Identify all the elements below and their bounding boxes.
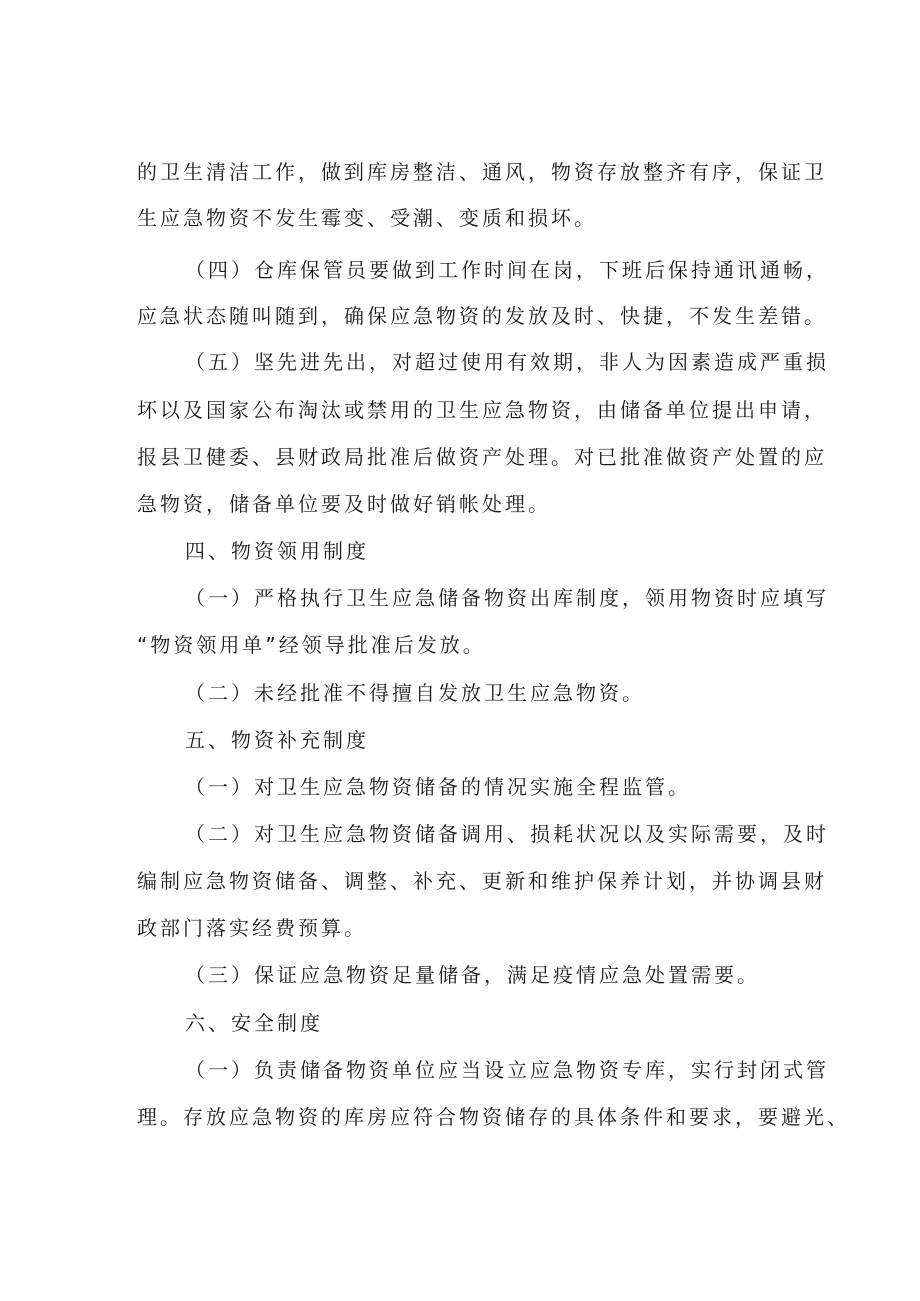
paragraph-line: （四）仓库保管员要做到工作时间在岗，下班后保持通讯通畅， — [185, 258, 829, 282]
paragraph-line: “物资领用单”经领导批准后发放。 — [137, 633, 486, 657]
paragraph-line: 应急状态随叫随到，确保应急物资的发放及时、快捷，不发生差错。 — [137, 304, 827, 328]
section-heading: 四、物资领用制度 — [185, 539, 369, 563]
paragraph-line: （一）严格执行卫生应急储备物资出库制度，领用物资时应填写 — [185, 586, 829, 610]
paragraph-line: 的卫生清洁工作，做到库房整洁、通风，物资存放整齐有序，保证卫 — [137, 160, 827, 184]
paragraph-line: （一）对卫生应急物资储备的情况实施全程监管。 — [185, 775, 691, 799]
paragraph-line: 坏以及国家公布淘汰或禁用的卫生应急物资，由储备单位提出申请， — [137, 398, 827, 422]
section-heading: 五、物资补充制度 — [185, 728, 369, 752]
paragraph-line: 生应急物资不发生霉变、受潮、变质和损坏。 — [137, 206, 597, 230]
paragraph-line: 编制应急物资储备、调整、补充、更新和维护保养计划，并协调县财 — [137, 869, 827, 893]
section-heading: 六、安全制度 — [185, 1011, 323, 1035]
paragraph-line: （五）坚先进先出，对超过使用有效期，非人为因素造成严重损 — [185, 350, 829, 374]
paragraph-line: 理。存放应急物资的库房应符合物资储存的具体条件和要求，要避光、 — [137, 1105, 850, 1129]
paragraph-line: （二）未经批准不得擅自发放卫生应急物资。 — [185, 681, 645, 705]
paragraph-line: （一）负责储备物资单位应当设立应急物资专库，实行封闭式管 — [185, 1058, 829, 1082]
paragraph-line: 政部门落实经费预算。 — [137, 916, 367, 940]
paragraph-line: 急物资，储备单位要及时做好销帐处理。 — [137, 492, 551, 516]
paragraph-line: （二）对卫生应急物资储备调用、损耗状况以及实际需要，及时 — [185, 822, 829, 846]
paragraph-line: 报县卫健委、县财政局批准后做资产处理。对已批准做资产处置的应 — [137, 445, 827, 469]
paragraph-line: （三）保证应急物资足量储备，满足疫情应急处置需要。 — [185, 963, 760, 987]
